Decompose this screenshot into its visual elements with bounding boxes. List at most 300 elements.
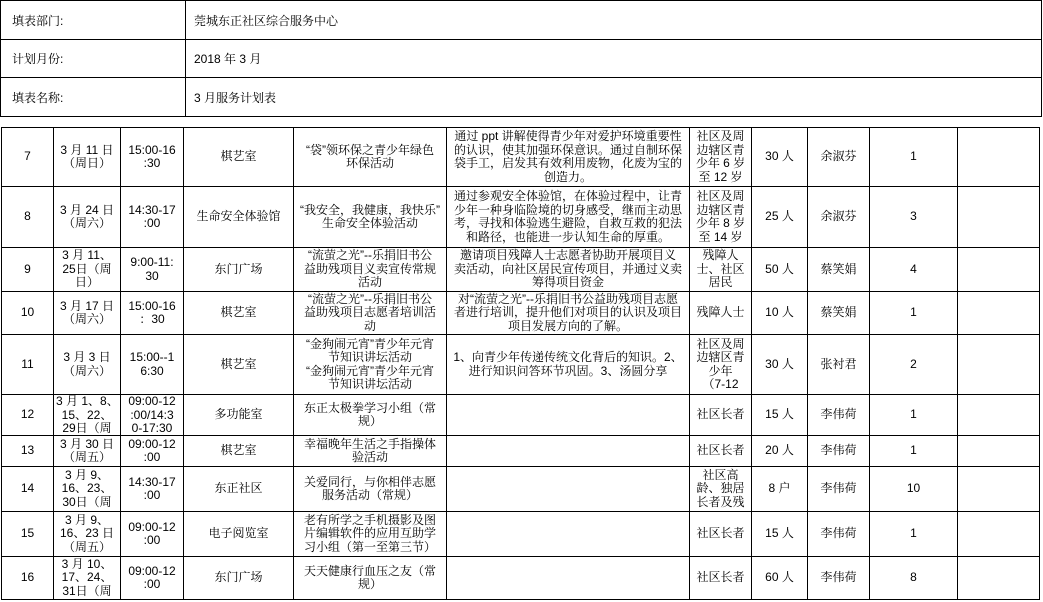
cell-line: 09:00-12 — [128, 395, 176, 408]
cell-staff — [808, 335, 870, 395]
cell-participants — [752, 395, 808, 436]
cell-date — [54, 187, 121, 248]
cell-text — [56, 514, 118, 555]
cell-line: 1 — [910, 149, 917, 164]
cell-activity-name — [294, 248, 447, 292]
cell-text — [872, 358, 955, 372]
cell-text — [123, 521, 181, 548]
cell-line: :00 — [143, 216, 161, 230]
cell-count — [870, 467, 958, 512]
cell-text — [186, 527, 291, 541]
cell-text — [296, 204, 444, 231]
cell-time — [121, 292, 184, 335]
cell-time — [121, 395, 184, 436]
cell-line: 动 — [363, 318, 376, 333]
cell-text — [186, 482, 291, 496]
cell-line: 少年一种身临险境的切身感受，继而主动思 — [453, 202, 682, 217]
cell-line: 16、23、 — [61, 481, 113, 496]
cell-line: 进行知识问答环节巩固。3、汤圆分享 — [468, 363, 668, 378]
cell-text — [810, 444, 867, 458]
cell-line: （周六） — [62, 216, 111, 230]
cell-text — [4, 358, 51, 372]
cell-line: 17、24、 — [61, 570, 113, 585]
cell-line: 多功能室 — [214, 407, 263, 422]
cell-text — [692, 408, 749, 422]
cell-line: 通过 ppt 讲解使得青少年对爱护环境重要性 — [454, 129, 682, 143]
cell-line: ：30 — [139, 312, 165, 326]
cell-line: 棋艺室 — [220, 305, 257, 320]
cell-line: 6:30 — [140, 363, 164, 378]
cell-text — [754, 263, 805, 277]
cell-staff — [808, 512, 870, 557]
cell-line: 30 — [145, 268, 159, 283]
cell-text — [56, 204, 118, 231]
cell-location — [184, 395, 294, 436]
cell-line: 9:00-11: — [130, 255, 174, 269]
cell-time — [121, 436, 184, 467]
cell-line: 生命安全体验活动 — [321, 216, 418, 230]
cell-text — [810, 408, 867, 422]
cell-line: “金狗闹元宵”青少年元宵 — [306, 336, 434, 351]
cell-line: 余淑芬 — [820, 209, 857, 224]
cell-line: 李伟荷 — [820, 570, 857, 585]
cell-count — [870, 335, 958, 395]
cell-line: :00 — [143, 488, 161, 502]
cell-activity-name — [294, 512, 447, 557]
cell-line: （周五） — [62, 450, 111, 464]
cell-line: 和路径，也能进一步认知生命的厚重。 — [465, 229, 670, 244]
cell-line: 天天健康行血压之友（常 — [303, 563, 436, 578]
cell-line: 14:30-17 — [128, 202, 176, 217]
cell-activity-name — [294, 557, 447, 600]
cell-line: 10 — [20, 305, 35, 320]
form-name-label: 填表名称: — [1, 78, 186, 117]
cell-text — [296, 438, 444, 465]
cell-text — [123, 256, 181, 283]
cell-text — [810, 210, 867, 224]
cell-text — [4, 210, 51, 224]
cell-line: 幸福晚年生活之手指操体 — [303, 436, 436, 451]
month-value: 2018 年 3 月 — [186, 40, 1042, 78]
cell-line: 袋手工，启发其有效利用废物，化废为宝的 — [453, 156, 682, 170]
cell-blank — [958, 557, 1040, 600]
cell-target-group — [690, 557, 752, 600]
cell-line: 10 — [906, 481, 921, 496]
cell-text — [4, 306, 51, 320]
cell-date — [54, 557, 121, 600]
cell-line: 9 — [24, 261, 31, 276]
cell-activity-name — [294, 292, 447, 335]
cell-line: 龄、独居 — [696, 481, 745, 496]
cell-text — [296, 402, 444, 429]
cell-line: 的认识，使其加强环保意识。通过自制环保 — [453, 142, 682, 157]
cell-line: 东门广场 — [214, 261, 263, 276]
cell-text — [56, 351, 118, 378]
cell-line: 1 — [910, 443, 917, 458]
cell-line: 0-17:30 — [131, 421, 173, 435]
cell-text — [4, 263, 51, 277]
cell-text — [56, 300, 118, 327]
cell-blank — [958, 292, 1040, 335]
cell-participants — [752, 292, 808, 335]
cell-line: 14 — [20, 481, 35, 496]
department-value: 莞城东正社区综合服务中心 — [186, 1, 1042, 40]
cell-text — [186, 408, 291, 422]
cell-line: 者进行培训，提升他们对项目的认识及项目 — [453, 305, 682, 320]
form-name-value: 3 月服务计划表 — [186, 78, 1042, 117]
cell-text — [186, 358, 291, 372]
cell-blank — [958, 187, 1040, 248]
cell-target-group — [690, 395, 752, 436]
cell-blank — [958, 436, 1040, 467]
cell-line: （周六） — [62, 363, 111, 378]
cell-text — [754, 210, 805, 224]
cell-text — [449, 130, 687, 184]
plan-table — [1, 127, 1040, 600]
cell-text — [186, 306, 291, 320]
cell-text — [754, 358, 805, 372]
cell-line: 李伟荷 — [820, 407, 857, 422]
cell-line: 社区及周 — [696, 129, 745, 143]
cell-row-number — [2, 436, 54, 467]
cell-line: 1、向青少年传递传统文化背后的知识。2、 — [453, 350, 683, 364]
cell-line: 活动 — [357, 275, 382, 290]
cell-line: 考，寻找和体验逃生避险，自救互救的犯法 — [453, 216, 682, 230]
cell-line: 29日（周 — [62, 421, 112, 435]
cell-row-number — [2, 395, 54, 436]
cell-text — [810, 571, 867, 585]
cell-text — [810, 358, 867, 372]
cell-line: 3 月 17 日 — [59, 298, 115, 313]
cell-line: 残障人士 — [696, 305, 745, 320]
cell-text — [296, 565, 444, 592]
cell-line: 7 — [24, 149, 31, 164]
cell-target-group — [690, 128, 752, 187]
cell-line: 3 月 11 日 — [60, 142, 114, 157]
cell-activity-content — [447, 467, 690, 512]
cell-line: 残障人 — [702, 248, 739, 263]
cell-line: 13 — [20, 443, 35, 458]
cell-text — [692, 444, 749, 458]
cell-staff — [808, 436, 870, 467]
cell-line: :00 — [143, 577, 161, 591]
cell-activity-name — [294, 467, 447, 512]
cell-line: 长者及残 — [696, 494, 745, 509]
cell-text — [872, 263, 955, 277]
cell-line: “流萤之光”--乐捐旧书公 — [308, 292, 432, 306]
cell-line: 少年 — [708, 363, 733, 378]
cell-line: 09:00-12 — [128, 436, 176, 451]
cell-text — [56, 469, 118, 510]
cell-line: 东正太极拳学习小组（常 — [303, 400, 436, 415]
cell-text — [754, 482, 805, 496]
cell-text — [692, 571, 749, 585]
cell-line: 李伟荷 — [820, 443, 857, 458]
cell-text — [810, 527, 867, 541]
cell-activity-content — [447, 187, 690, 248]
cell-line: 社区及周 — [696, 189, 745, 203]
cell-line: 15:00--1 — [129, 350, 175, 364]
cell-line: 社区高 — [702, 467, 739, 482]
cell-line: “金狗闹元宵”青少年元宵 — [306, 363, 434, 378]
cell-text — [296, 144, 444, 171]
cell-staff — [808, 292, 870, 335]
cell-line: 益助残项目义卖宣传常规 — [303, 261, 436, 276]
cell-text — [754, 408, 805, 422]
cell-count — [870, 512, 958, 557]
cell-text — [123, 438, 181, 465]
cell-text — [872, 444, 955, 458]
cell-line: 16、23 日 — [59, 526, 115, 541]
cell-time — [121, 187, 184, 248]
cell-line: 09:00-12 — [128, 563, 176, 578]
cell-line: 3 月 24 日 — [59, 202, 115, 217]
cell-line: 边辖区青 — [696, 350, 745, 364]
cell-line: 3 月 11、 — [62, 248, 112, 263]
cell-count — [870, 292, 958, 335]
cell-text — [56, 438, 118, 465]
cell-text — [123, 351, 181, 378]
cell-date — [54, 248, 121, 292]
cell-row-number — [2, 467, 54, 512]
cell-row-number — [2, 292, 54, 335]
cell-time — [121, 467, 184, 512]
cell-line: 11 — [21, 356, 34, 371]
cell-text — [754, 571, 805, 585]
cell-text — [872, 527, 955, 541]
cell-text — [872, 306, 955, 320]
cell-participants — [752, 128, 808, 187]
cell-blank — [958, 248, 1040, 292]
cell-text — [56, 558, 118, 599]
cell-blank — [958, 395, 1040, 436]
cell-row-number — [2, 128, 54, 187]
cell-text — [692, 469, 749, 510]
cell-text — [754, 150, 805, 164]
cell-date — [54, 395, 121, 436]
cell-line: 电子阅览室 — [208, 526, 269, 541]
cell-line: 2 — [910, 356, 917, 371]
cell-text — [692, 338, 749, 392]
cell-blank — [958, 467, 1040, 512]
cell-date — [54, 467, 121, 512]
cell-line: 社区及周 — [696, 336, 745, 351]
cell-location — [184, 436, 294, 467]
cell-line: 15:00-16 — [128, 298, 176, 313]
cell-staff — [808, 248, 870, 292]
cell-row-number — [2, 335, 54, 395]
cell-line: （7-12 — [702, 377, 739, 391]
cell-text — [692, 190, 749, 244]
cell-text — [810, 306, 867, 320]
cell-line: 15、22、 — [61, 407, 113, 422]
cell-participants — [752, 436, 808, 467]
cell-line: “我安全，我健康，我快乐” — [300, 202, 440, 217]
cell-line: 4 — [910, 261, 917, 276]
cell-count — [870, 248, 958, 292]
cell-text — [123, 476, 181, 503]
cell-activity-content — [447, 557, 690, 600]
cell-line: 至 12 岁 — [698, 169, 743, 184]
cell-line: 李伟荷 — [820, 526, 857, 541]
cell-text — [449, 190, 687, 244]
cell-location — [184, 292, 294, 335]
cell-text — [296, 293, 444, 334]
cell-text — [754, 444, 805, 458]
cell-date — [54, 436, 121, 467]
cell-text — [123, 565, 181, 592]
cell-text — [56, 395, 118, 436]
cell-text — [872, 210, 955, 224]
cell-target-group — [690, 467, 752, 512]
cell-activity-content — [447, 248, 690, 292]
cell-line: “袋”领环保之青少年绿色 — [306, 142, 434, 157]
cell-target-group — [690, 187, 752, 248]
cell-text — [692, 130, 749, 184]
cell-location — [184, 187, 294, 248]
cell-line: 15 人 — [765, 526, 794, 541]
cell-line: 1 — [910, 526, 917, 541]
cell-line: 棋艺室 — [220, 356, 257, 371]
cell-location — [184, 557, 294, 600]
cell-line: 15 — [20, 526, 35, 541]
cell-activity-content — [447, 128, 690, 187]
cell-participants — [752, 187, 808, 248]
cell-target-group — [690, 335, 752, 395]
cell-staff — [808, 395, 870, 436]
cell-participants — [752, 248, 808, 292]
cell-staff — [808, 467, 870, 512]
cell-line: 蔡笑娟 — [820, 261, 857, 276]
cell-activity-name — [294, 436, 447, 467]
cell-text — [186, 263, 291, 277]
cell-line: 习小组（第一至第三节） — [303, 539, 436, 554]
cell-activity-content — [447, 395, 690, 436]
cell-participants — [752, 335, 808, 395]
cell-line: 筹得项目资金 — [531, 275, 604, 290]
cell-line: 09:00-12 — [128, 519, 176, 534]
cell-text — [872, 150, 955, 164]
cell-time — [121, 335, 184, 395]
cell-line: 30日（周 — [62, 494, 112, 509]
cell-staff — [808, 128, 870, 187]
cell-text — [872, 571, 955, 585]
cell-activity-name — [294, 187, 447, 248]
cell-line: 3 月 10、 — [61, 557, 113, 571]
cell-line: 3 月 9、 — [64, 467, 110, 482]
cell-blank — [958, 512, 1040, 557]
cell-text — [810, 482, 867, 496]
cell-line: 日） — [74, 275, 99, 290]
cell-line: （周日） — [62, 156, 111, 170]
cell-count — [870, 557, 958, 600]
cell-date — [54, 335, 121, 395]
cell-text — [872, 482, 955, 496]
cell-date — [54, 292, 121, 335]
cell-target-group — [690, 292, 752, 335]
cell-text — [449, 293, 687, 334]
cell-line: 16 — [20, 570, 35, 585]
cell-line: 30 人 — [765, 356, 794, 371]
cell-text — [4, 150, 51, 164]
cell-line: 14:30-17 — [128, 474, 176, 489]
cell-text — [123, 204, 181, 231]
cell-activity-content — [447, 335, 690, 395]
cell-line: 士、社区 — [696, 261, 745, 276]
cell-line: 60 人 — [765, 570, 794, 585]
cell-target-group — [690, 436, 752, 467]
cell-time — [121, 128, 184, 187]
cell-line: 8 — [24, 209, 31, 224]
cell-line: 张衬君 — [820, 356, 857, 371]
cell-line: （周五） — [62, 539, 111, 554]
cell-line: 通过参观安全体验馆，在体验过程中，让青 — [453, 189, 682, 203]
cell-count — [870, 395, 958, 436]
cell-text — [754, 527, 805, 541]
cell-text — [810, 263, 867, 277]
cell-line: 蔡笑娟 — [820, 305, 857, 320]
cell-line: 验活动 — [351, 450, 388, 464]
cell-line: 项目发展方向的了解。 — [507, 318, 628, 333]
cell-row-number — [2, 187, 54, 248]
cell-time — [121, 248, 184, 292]
cell-line: 社区长者 — [696, 526, 745, 541]
cell-activity-name — [294, 395, 447, 436]
cell-text — [296, 338, 444, 392]
cell-line: 少年 6 岁 — [695, 156, 746, 170]
cell-location — [184, 335, 294, 395]
cell-row-number — [2, 557, 54, 600]
cell-text — [56, 249, 118, 290]
cell-line: 31日（周 — [62, 583, 112, 598]
cell-line: 50 人 — [765, 261, 794, 276]
cell-activity-name — [294, 128, 447, 187]
cell-line: 生命安全体验馆 — [196, 209, 281, 224]
cell-line: 1 — [910, 407, 917, 422]
cell-line: 3 月 3 日 — [63, 350, 111, 364]
cell-text — [754, 306, 805, 320]
cell-text — [186, 210, 291, 224]
cell-text — [449, 249, 687, 290]
cell-text — [4, 444, 51, 458]
cell-line: 服务活动（常规） — [321, 488, 418, 502]
cell-blank — [958, 335, 1040, 395]
cell-location — [184, 512, 294, 557]
cell-line: 3 — [910, 209, 917, 224]
cell-line: 老有所学之手机摄影及图 — [303, 512, 436, 527]
cell-line: 邀请项目残障人士志愿者协助开展项目义 — [459, 248, 676, 263]
cell-line: 25 人 — [765, 209, 794, 224]
cell-text — [123, 395, 181, 436]
cell-line: 3 月 9、 — [64, 512, 110, 527]
cell-staff — [808, 187, 870, 248]
cell-staff — [808, 557, 870, 600]
cell-text — [123, 300, 181, 327]
cell-line: 东门广场 — [214, 570, 263, 585]
cell-line: :30 — [143, 156, 161, 170]
department-label: 填表部门: — [1, 1, 186, 40]
cell-line: 居民 — [708, 275, 733, 290]
cell-line: 12 — [20, 407, 35, 422]
cell-line: 15 人 — [765, 407, 794, 422]
cell-text — [56, 144, 118, 171]
cell-line: 益助残项目志愿者培训活 — [303, 305, 436, 320]
cell-line: “流萤之光”--乐捐旧书公 — [308, 248, 432, 263]
cell-row-number — [2, 512, 54, 557]
cell-location — [184, 467, 294, 512]
cell-line: 3 月 1、8、 — [56, 395, 119, 408]
cell-line: 李伟荷 — [820, 481, 857, 496]
